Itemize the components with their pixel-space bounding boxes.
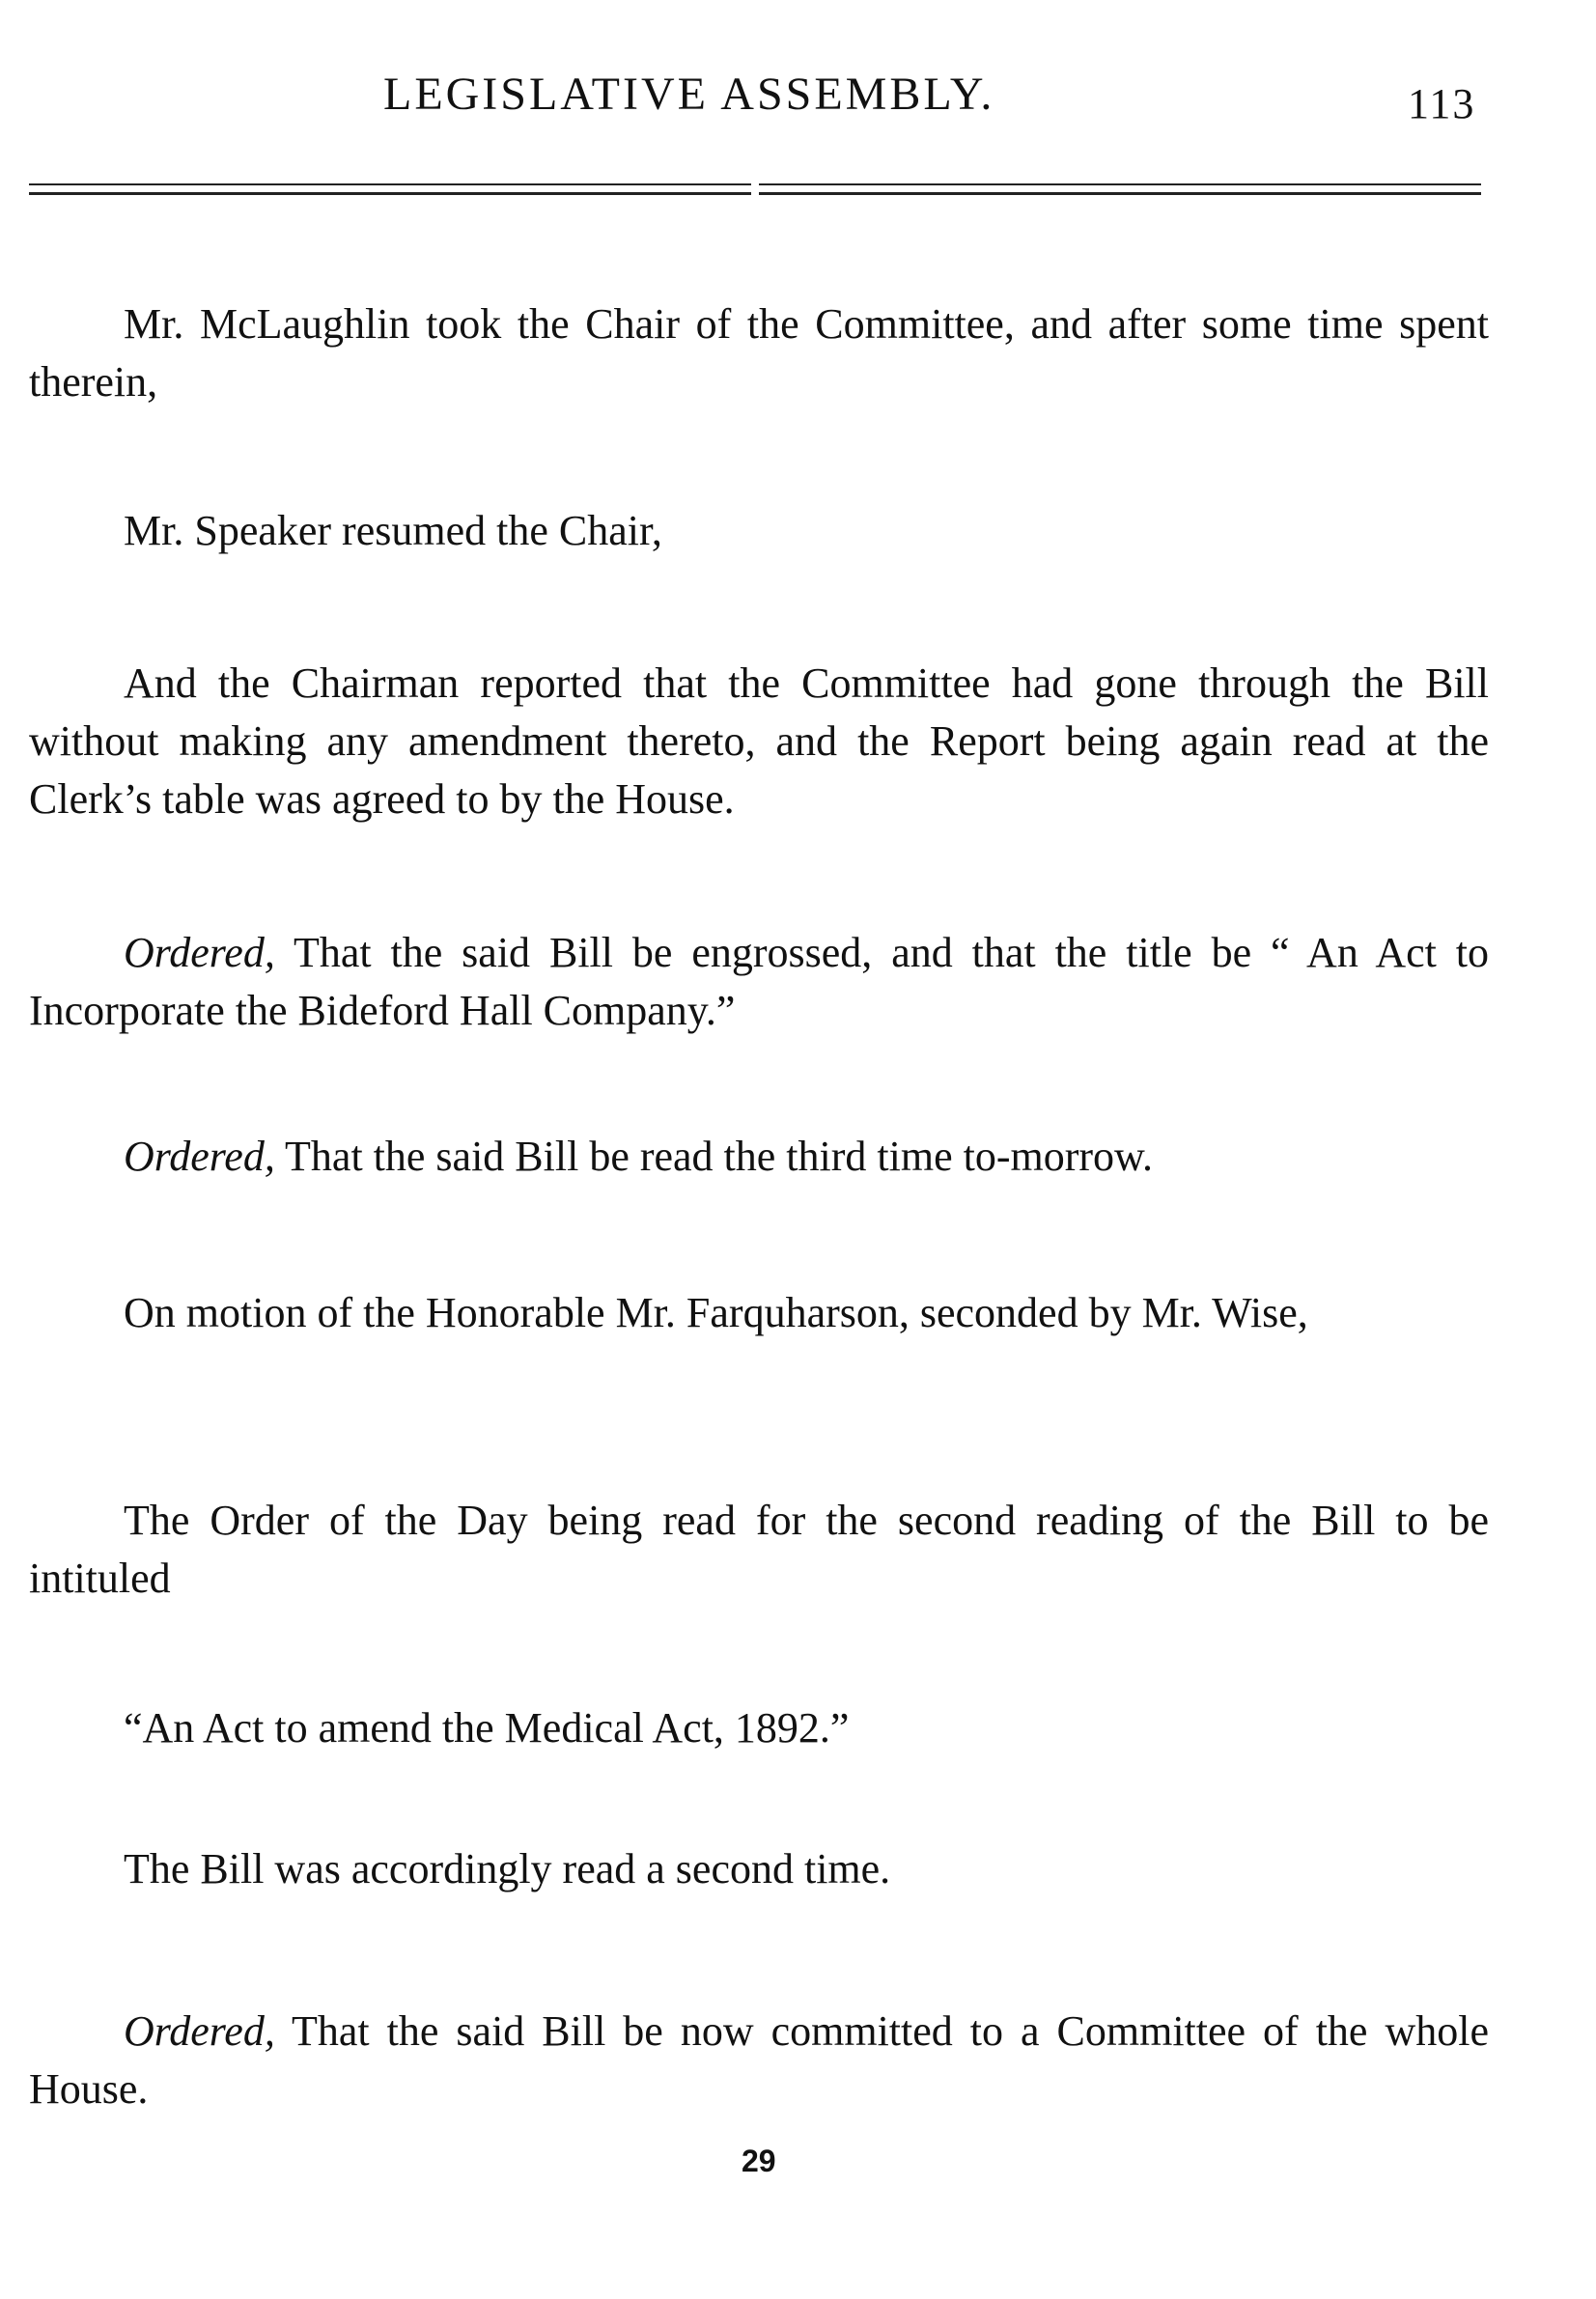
page-number: 113: [1408, 80, 1476, 127]
ordered-label: Ordered,: [124, 2007, 275, 2055]
ordered-label: Ordered,: [124, 929, 275, 976]
paragraph-chairman-report: [29, 655, 1489, 828]
paragraph-text: Mr. McLaughlin took the Chair of the Committee, and after some time spent therein,: [29, 300, 1489, 406]
paragraph-order-of-day: [29, 1492, 1489, 1608]
paragraph-text: That the said Bill be now committed to a Committee of the whole House.: [29, 2007, 1489, 2113]
paragraph-motion: [29, 1284, 1489, 1342]
paragraph-text: On motion of the Honorable Mr. Farquharson, seconded by Mr. Wise,: [124, 1289, 1308, 1336]
bill-title-quote: “An Act to amend the Medical Act, 1892.”: [124, 1704, 850, 1752]
header-rule: [29, 192, 751, 195]
header-rule: [759, 183, 1481, 185]
paragraph-text: The Order of the Day being read for the second reading of the Bill to be intituled: [29, 1497, 1489, 1602]
ordered-label: Ordered,: [124, 1133, 275, 1180]
paragraph-text: The Bill was accordingly read a second time.: [124, 1845, 891, 1892]
paragraph-speaker-resumed: [29, 502, 1489, 560]
paragraph-text: Mr. Speaker resumed the Chair,: [124, 507, 662, 554]
header-rule: [29, 183, 751, 185]
paragraph-ordered-third-reading: [29, 1128, 1489, 1186]
header-rule: [759, 192, 1481, 195]
paragraph-ordered-committed: [29, 2003, 1489, 2118]
paragraph-text: And the Chairman reported that the Committee had gone through the Bill without making any amendment thereto, and the Report being again read at the Clerk’s table was agreed to by the House.: [29, 659, 1489, 823]
paragraph-ordered-engrossed: [29, 924, 1489, 1040]
paragraph-second-reading: [29, 1840, 1489, 1898]
signature-mark: 29: [742, 2144, 776, 2178]
paragraph-text: That the said Bill be engrossed, and that the title be “ An Act to Incorporate the Bideford Hall Company.”: [29, 929, 1489, 1034]
paragraph-chair-taken: [29, 295, 1489, 411]
running-header-title: LEGISLATIVE ASSEMBLY.: [383, 69, 995, 120]
paragraph-text: That the said Bill be read the third time to-morrow.: [274, 1133, 1153, 1180]
